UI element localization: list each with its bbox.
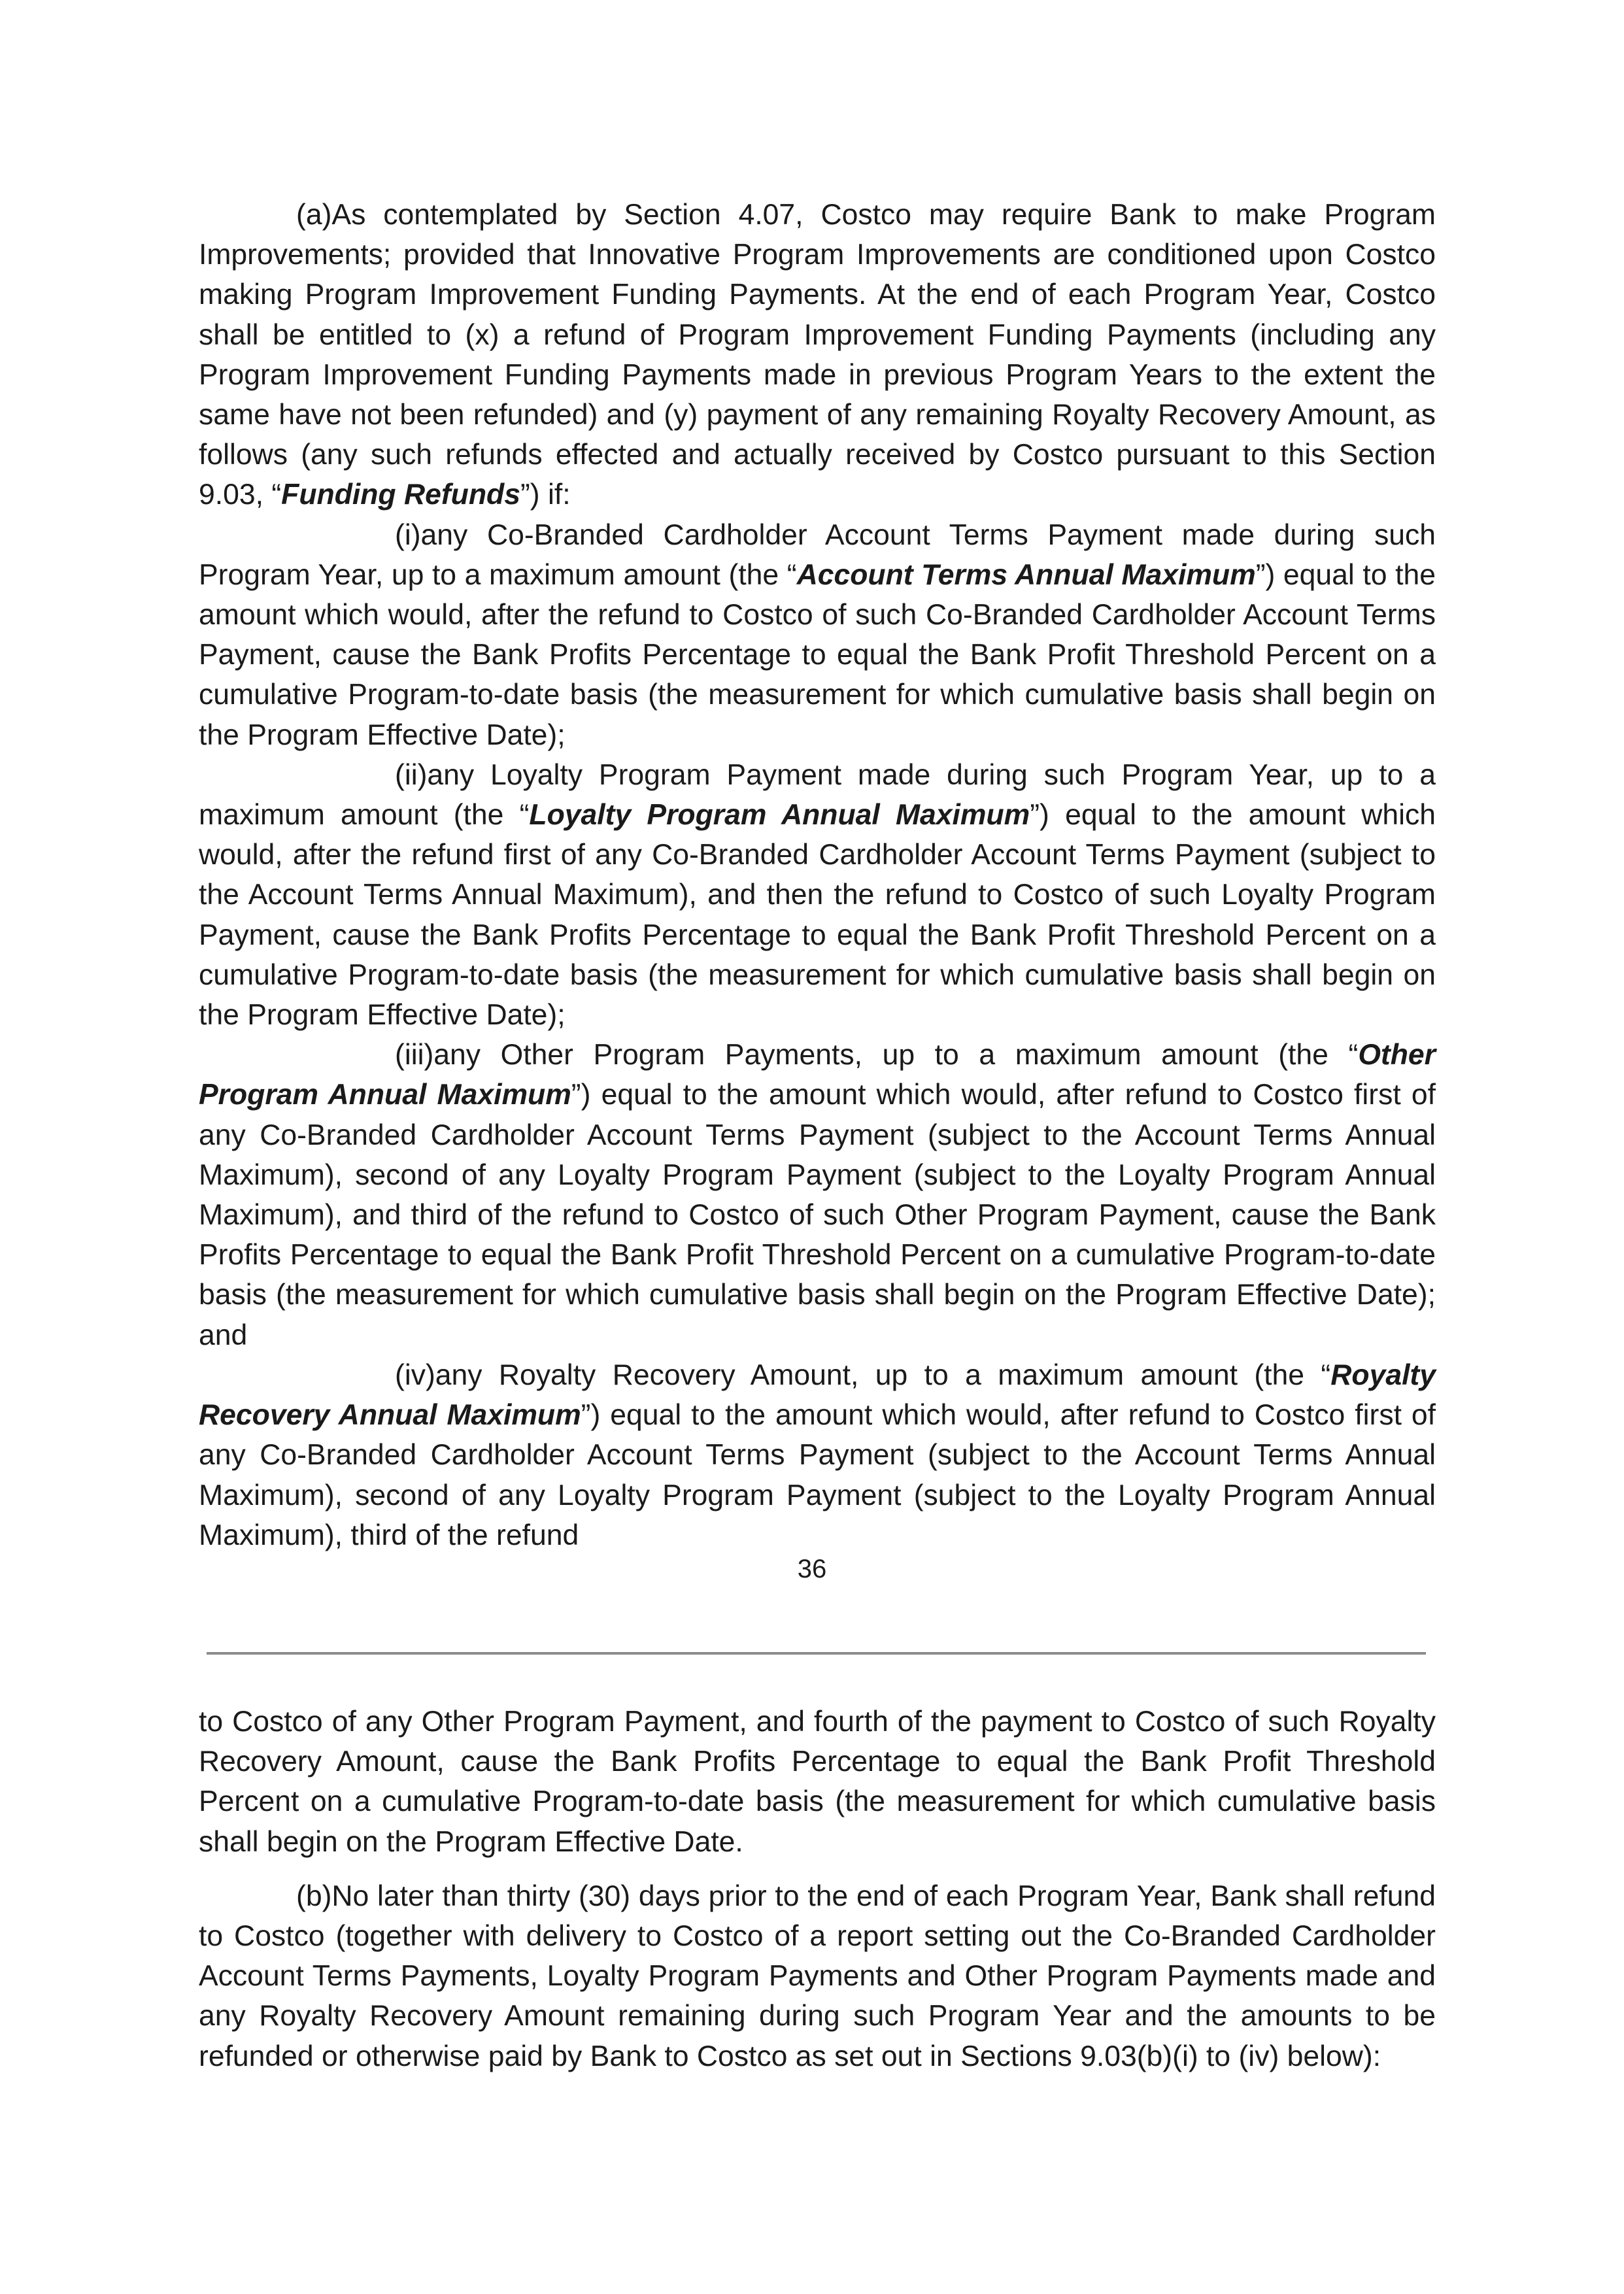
paragraph-a-text: (a)As contemplated by Section 4.07, Costco may require Bank to make Program Improvements; provided that Innovative Program Improvements are conditioned upon Costco making Program Improvement Funding Payments. At the end of each Program Year, Costco shall be entitled to (x) a refund of Program Improvement Funding Payments (including any Program Improvement Funding Payments made in previous Program Years to the extent the same have not been refunded) and (y) payment of any remaining Royalty Recovery Amount, as follows (any such refunds effected and actually received by Costco pursuant to this Section 9.03, “	[199, 199, 1436, 511]
clause-i-text-end: ”) equal to the amount which would, after the refund to Costco of such Co-Branded Cardholder Account Terms Payment, cause the Bank Profits Percentage to equal the Bank Profit Threshold Percent on a cumulative Program-to-date basis (the measurement for which cumulative basis shall begin on the Program Effective Date);	[199, 558, 1436, 751]
page-number: 36	[797, 1555, 827, 1583]
clause-iv	[199, 1355, 1436, 1555]
defined-term-royalty-recovery-annual-maximum: Royalty Recovery Annual Maximum	[199, 1358, 1436, 1432]
page-break-divider	[207, 1652, 1426, 1655]
clause-iv-text: (iv)any Royalty Recovery Amount, up to a maximum amount (the “	[395, 1358, 1331, 1391]
defined-term-other-program-annual-maximum: Other Program Annual Maximum	[199, 1039, 1436, 1111]
continuation-paragraph: to Costco of any Other Program Payment, and fourth of the payment to Costco of such Royalty Recovery Amount, cause the Bank Profits Percentage to equal the Bank Profit Threshold Percent on a cumulative Program-to-date basis (the measurement for which cumulative basis shall begin on the Program Effective Date.	[199, 1706, 1436, 1858]
paragraph-a	[199, 195, 1436, 515]
clause-ii-text: (ii)any Loyalty Program Payment made during such Program Year, up to a maximum amount (the “	[199, 758, 1436, 832]
paragraph-b: (b)No later than thirty (30) days prior to the end of each Program Year, Bank shall refund to Costco (together with delivery to Costco of a report setting out the Co-Branded Cardholder Account Terms Payments, Loyalty Program Payments and Other Program Payments made and any Royalty Recovery Amount remaining during such Program Year and the amounts to be refunded or otherwise paid by Bank to Costco as set out in Sections 9.03(b)(i) to (iv) below):	[199, 1880, 1436, 2072]
clause-iv-text-end: ”) equal to the amount which would, after refund to Costco first of any Co-Branded Cardholder Account Terms Payment (subject to the Account Terms Annual Maximum), second of any Loyalty Program Payment (subject to the Loyalty Program Annual Maximum), third of the refund	[199, 1399, 1436, 1551]
paragraph-a-text-end: ”) if:	[520, 479, 571, 511]
clause-iii-text-end: ”) equal to the amount which would, after refund to Costco first of any Co-Branded Cardholder Account Terms Payment (subject to the Account Terms Annual Maximum), second of any Loyalty Program Payment (subject to the Loyalty Program Annual Maximum), and third of the refund to Costco of such Other Program Payment, cause the Bank Profits Percentage to equal the Bank Profit Threshold Percent on a cumulative Program-to-date basis (the measurement for which cumulative basis shall begin on the Program Effective Date); and	[199, 1079, 1436, 1351]
defined-term-account-terms-annual-maximum: Account Terms Annual Maximum	[796, 558, 1256, 591]
clause-iii-text: (iii)any Other Program Payments, up to a maximum amount (the “	[395, 1039, 1359, 1071]
clause-ii-text-end: ”) equal to the amount which would, after the refund first of any Co-Branded Cardholder Account Terms Payment (subject to the Account Terms Annual Maximum), and then the refund to Costco of such Loyalty Program Payment, cause the Bank Profits Percentage to equal the Bank Profit Threshold Percent on a cumulative Program-to-date basis (the measurement for which cumulative basis shall begin on the Program Effective Date);	[199, 799, 1436, 1032]
page-36-body	[199, 195, 1436, 1555]
clause-iii	[199, 1035, 1436, 1355]
clause-ii	[199, 755, 1436, 1035]
clause-i-text: (i)any Co-Branded Cardholder Account Terms Payment made during such Program Year, up to a maximum amount (the “	[199, 518, 1436, 591]
clause-i	[199, 515, 1436, 755]
defined-term-funding-refunds: Funding Refunds	[281, 479, 520, 511]
defined-term-loyalty-program-annual-maximum: Loyalty Program Annual Maximum	[529, 799, 1030, 832]
page-37-body	[199, 1702, 1436, 2076]
